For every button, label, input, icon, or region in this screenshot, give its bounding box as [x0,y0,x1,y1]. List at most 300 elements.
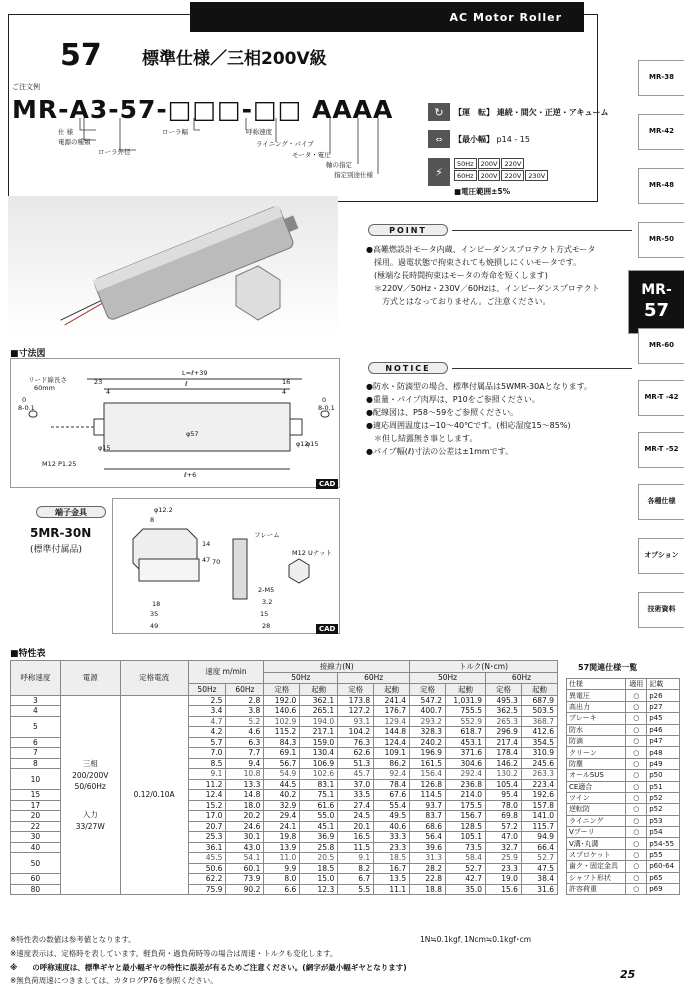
related-cell: 高出力 [567,701,626,712]
value-cell: 40.6 [374,821,410,832]
related-cell: ツイン [567,792,626,803]
value-cell: 9.1 [338,853,374,864]
value-cell: 178.4 [485,748,521,759]
value-cell: 5.5 [338,884,374,895]
h-rated: 定格 [410,683,446,695]
value-cell: 12.4 [188,790,226,801]
value-cell: 5.2 [226,716,264,727]
order-example-label: ご注文例 [12,83,40,91]
value-cell: 25.3 [188,832,226,843]
tab-mr57-top: MR- [641,282,672,299]
term-nut: M12 Uナット [292,549,333,557]
related-row [567,792,680,803]
value-cell: 20.2 [226,811,264,822]
related-cell: オールSUS [567,770,626,781]
related-cell: ○ [626,747,647,758]
terminal-note: (標準付属品) [30,545,83,555]
value-cell: 37.0 [338,779,374,790]
related-cell: ○ [626,884,647,895]
value-cell: 69.1 [264,748,300,759]
value-cell: 618.7 [446,727,486,738]
value-cell: 156.4 [410,769,446,780]
lead-length: 60mm [34,384,55,392]
notice-line: ●適応周囲温度は−10〜40℃です。(相応湿度15〜85%) [366,421,571,430]
h-power: 電源 [60,661,120,696]
current-cell: 0.12/0.10A [120,695,188,895]
speed-class-cell: 40 [11,842,61,853]
value-cell: 8.2 [338,863,374,874]
width-icon: ⇔ [428,130,450,148]
series-banner: AC Motor Roller [190,2,584,32]
tab-mr60[interactable]: MR-60 [638,328,684,364]
label-motor: モータ・電圧 [292,151,331,159]
related-cell: ○ [626,781,647,792]
point-text [366,243,626,308]
operation-label: 【運 転】 [454,108,494,117]
h-start: 起動 [300,683,338,695]
related-cell: p52 [647,792,680,803]
value-cell: 84.3 [264,737,300,748]
v220-pill-60: 220V [501,170,524,181]
value-cell: 102.6 [300,769,338,780]
related-row [567,701,680,712]
related-cell: 防水 [567,724,626,735]
value-cell: 9.9 [264,863,300,874]
value-cell: 7.0 [188,748,226,759]
tab-mr50[interactable]: MR-50 [638,222,684,258]
label-roller-dia: ローラ外径 [98,148,131,156]
related-cell: p52 [647,804,680,815]
value-cell: 9.1 [188,769,226,780]
related-cell: p69 [647,884,680,895]
notice-line: ●防水・防滴型の場合、標準付属品は5WMR-30Aとなります。 [366,382,593,391]
value-cell: 400.7 [410,706,446,717]
value-cell: 32.9 [264,800,300,811]
value-cell: 93.7 [410,800,446,811]
value-cell: 2.5 [188,695,226,706]
value-cell: 265.3 [485,716,521,727]
value-cell: 40.2 [264,790,300,801]
h-speed-50: 50Hz [188,683,226,695]
value-cell: 33.3 [374,832,410,843]
value-cell: 52.7 [521,853,557,864]
value-cell: 11.0 [264,853,300,864]
tab-mr48[interactable]: MR-48 [638,168,684,204]
value-cell: 1,031.9 [446,695,486,706]
label-roller-width: ローラ幅 [162,128,188,136]
h-torque: トルク(N･cm) [410,661,558,673]
value-cell: 114.5 [410,790,446,801]
table-row [11,695,558,706]
value-cell: 93.1 [338,716,374,727]
value-cell: 128.5 [446,821,486,832]
voltage-range: ■電圧範囲±5% [454,187,511,196]
value-cell: 45.5 [188,853,226,864]
dim-16: 16 [282,378,291,386]
dim-l: ℓ [185,380,188,388]
value-cell: 240.2 [410,737,446,748]
tab-options-spec[interactable]: 各種仕様 [638,484,684,520]
value-cell: 296.9 [485,727,521,738]
value-cell: 92.4 [374,769,410,780]
notice-line: ●重量・パイプ肉厚は、P10をご参照ください。 [366,395,540,404]
label-power: 電源の種類 [58,138,91,146]
h-start: 起動 [374,683,410,695]
term-phi: φ12.2 [154,506,173,514]
speed-class-cell: 60 [11,874,61,885]
value-cell: 141.0 [521,811,557,822]
footnote-3: ※ の呼称速度は、標準ギヤと最小幅ギヤの特性に誤差が有るためご注意ください。(網字が最小幅ギヤとなります) [10,963,407,972]
dim-4b: 4 [282,388,287,396]
value-cell: 75.1 [300,790,338,801]
related-row [567,849,680,860]
tab-technical[interactable]: 技術資料 [638,592,684,628]
value-cell: 86.2 [374,758,410,769]
value-cell: 362.5 [485,706,521,717]
value-cell: 304.6 [446,758,486,769]
model-code: MR-A3-57-□□□-□□ AAAA [12,95,394,124]
value-cell: 4.6 [226,727,264,738]
value-cell: 192.6 [521,790,557,801]
value-cell: 161.5 [410,758,446,769]
value-cell: 36.1 [188,842,226,853]
value-cell: 44.5 [264,779,300,790]
value-cell: 3.8 [226,706,264,717]
related-cell: p27 [647,701,680,712]
related-row [567,815,680,826]
related-cell: 許容荷重 [567,884,626,895]
value-cell: 263.3 [521,769,557,780]
related-cell: 異電圧 [567,690,626,701]
value-cell: 104.2 [338,727,374,738]
related-cell: p48 [647,747,680,758]
v200-pill: 200V [478,158,501,169]
term-14: 14 [202,540,211,548]
value-cell: 159.0 [300,737,338,748]
value-cell: 78.4 [374,779,410,790]
related-cell: ○ [626,815,647,826]
notice-line: ●パイプ幅(ℓ)寸法の公差は±1mmです。 [366,447,514,456]
value-cell: 236.8 [446,779,486,790]
value-cell: 57.2 [485,821,521,832]
related-cell: p55 [647,849,680,860]
related-cell: ○ [626,849,647,860]
related-cell: ブレーキ [567,713,626,724]
value-cell: 18.5 [374,853,410,864]
term-28: 28 [262,622,271,630]
dim-0-left: 0 [22,396,27,404]
value-cell: 50.6 [188,863,226,874]
value-cell: 32.7 [485,842,521,853]
terminal-badge: 端子金具 [36,506,106,518]
related-cell: ○ [626,701,647,712]
model-leader-lines [40,118,400,178]
tab-mr42[interactable]: MR-42 [638,114,684,150]
value-cell: 47.5 [521,863,557,874]
related-cell: p46 [647,724,680,735]
related-cell: ライニング [567,815,626,826]
tab-mrt52[interactable]: MR-T -52 [638,432,684,468]
value-cell: 22.8 [410,874,446,885]
dim-m12: M12 P1.25 [42,460,77,468]
related-row [567,690,680,701]
value-cell: 368.7 [521,716,557,727]
value-cell: 94.9 [521,832,557,843]
value-cell: 18.0 [226,800,264,811]
related-cell: p26 [647,690,680,701]
h-torque-60: 60Hz [485,673,557,684]
page-title: 標準仕様／三相200V級 [142,49,327,69]
related-cell: ○ [626,713,647,724]
value-cell: 175.5 [446,800,486,811]
h-speed-class: 呼称速度 [11,661,61,696]
value-cell: 56.7 [264,758,300,769]
value-cell: 31.3 [410,853,446,864]
footnote-1: ※特性表の数値は参考値となります。 [10,935,136,944]
value-cell: 20.1 [338,821,374,832]
related-cell: スプロケット [567,849,626,860]
related-cell: Vプーリ [567,827,626,838]
related-cell: ○ [626,792,647,803]
related-cell: ○ [626,735,647,746]
value-cell: 13.5 [374,874,410,885]
related-row [567,861,680,872]
speed-class-cell: 20 [11,811,61,822]
footnote-4: ※無負荷周速につきましては、カタログP76を参照ください。 [10,976,218,985]
value-cell: 24.5 [338,811,374,822]
speed-class-cell: 6 [11,737,61,748]
page-number: 25 [620,968,636,981]
value-cell: 362.1 [300,695,338,706]
value-cell: 83.1 [300,779,338,790]
value-cell: 552.9 [446,716,486,727]
h-speed: 速度 m/min [188,661,264,684]
dim-8-right: 8-0.1 [318,404,335,412]
h-force: 接線力(N) [264,661,410,673]
value-cell: 6.6 [264,884,300,895]
term-32: 3.2 [262,598,273,606]
related-cell: ○ [626,770,647,781]
related-cell: p49 [647,758,680,769]
cad-badge-dims[interactable]: CAD [316,479,338,489]
related-row [567,838,680,849]
value-cell: 105.1 [446,832,486,843]
speed-class-cell: 15 [11,790,61,801]
value-cell: 192.0 [264,695,300,706]
value-cell: 16.5 [338,832,374,843]
related-table [566,678,680,895]
related-row [567,884,680,895]
related-cell: p65 [647,872,680,883]
related-cell: 防滴 [567,735,626,746]
value-cell: 30.1 [226,832,264,843]
speed-class-cell: 5 [11,716,61,737]
tab-mrt42[interactable]: MR-T -42 [638,380,684,416]
rel-h-ref: 記載 [647,679,680,690]
term-m5: 2-M5 [258,586,275,594]
tab-options[interactable]: オプション [638,538,684,574]
value-cell: 23.3 [374,842,410,853]
value-cell: 17.0 [188,811,226,822]
tab-mr38[interactable]: MR-38 [638,60,684,96]
term-18: 18 [152,600,161,608]
value-cell: 547.2 [410,695,446,706]
notice-text [366,380,626,458]
hz60-pill: 60Hz [454,170,477,181]
v220-pill: 220V [501,158,524,169]
speed-class-cell: 17 [11,800,61,811]
value-cell: 33.5 [338,790,374,801]
related-cell: ○ [626,758,647,769]
value-cell: 8.0 [264,874,300,885]
related-row [567,872,680,883]
speed-class-cell: 10 [11,769,61,790]
dims-title: ■寸法図 [10,349,46,359]
related-row [567,747,680,758]
value-cell: 124.4 [374,737,410,748]
label-special: 指定別途仕様 [334,171,373,179]
related-cell: ○ [626,690,647,701]
value-cell: 115.7 [521,821,557,832]
label-lining: ライニング・パイプ [256,140,314,148]
speed-class-cell: 7 [11,748,61,759]
dim-L: L=ℓ+39 [182,369,208,377]
value-cell: 217.1 [300,727,338,738]
related-cell: CE適合 [567,781,626,792]
value-cell: 69.8 [485,811,521,822]
series-number: 57 [60,38,102,73]
related-title: 57関連仕様一覧 [578,663,638,672]
dim-4: 4 [106,388,111,396]
value-cell: 55.4 [374,800,410,811]
value-cell: 4.7 [188,716,226,727]
value-cell: 7.7 [226,748,264,759]
h-force-60: 60Hz [338,673,410,684]
value-cell: 52.7 [446,863,486,874]
lead-label: リード線長さ [28,376,67,384]
related-cell: ○ [626,804,647,815]
value-cell: 18.8 [410,884,446,895]
value-cell: 35.0 [446,884,486,895]
notice-line: ●配線図は、P58〜59をご参照ください。 [366,408,519,417]
value-cell: 102.9 [264,716,300,727]
value-cell: 2.8 [226,695,264,706]
min-width-value: p14 - 15 [496,135,530,144]
related-cell: p53 [647,815,680,826]
value-cell: 27.4 [338,800,374,811]
power-cell [60,695,120,895]
value-cell: 66.4 [521,842,557,853]
point-divider [452,230,632,231]
value-cell: 68.6 [410,821,446,832]
label-shaft: 軸の指定 [326,161,352,169]
term-47: 47 [202,556,211,564]
value-cell: 146.2 [485,758,521,769]
tab-mr57[interactable] [628,270,684,334]
value-cell: 19.8 [264,832,300,843]
value-cell: 126.8 [410,779,446,790]
related-cell: 歯ク・固定金具 [567,861,626,872]
value-cell: 105.4 [485,779,521,790]
value-cell: 16.7 [374,863,410,874]
value-cell: 217.4 [485,737,521,748]
term-35: 35 [150,610,159,618]
label-speed: 呼称速度 [246,128,272,136]
value-cell: 95.4 [485,790,521,801]
speed-class-cell: 4 [11,706,61,717]
value-cell: 265.1 [300,706,338,717]
value-cell: 5.7 [188,737,226,748]
value-cell: 194.0 [300,716,338,727]
related-row [567,804,680,815]
dim-23: 23 [94,378,103,386]
value-cell: 56.4 [410,832,446,843]
h-rated: 定格 [264,683,300,695]
dim-l6: ℓ+6 [184,471,197,479]
value-cell: 106.9 [300,758,338,769]
h-current: 定格電流 [120,661,188,696]
related-cell: p54 [647,827,680,838]
related-cell: シャフト形状 [567,872,626,883]
h-force-50: 50Hz [264,673,338,684]
value-cell: 4.2 [188,727,226,738]
value-cell: 24.1 [264,821,300,832]
term-frame: フレーム [254,531,280,539]
speed-class-cell: 8 [11,758,61,769]
value-cell: 25.9 [485,853,521,864]
dim-0-right: 0 [322,396,327,404]
value-cell: 15.0 [300,874,338,885]
value-cell: 10.8 [226,769,264,780]
value-cell: 73.9 [226,874,264,885]
value-cell: 73.5 [446,842,486,853]
value-cell: 130.2 [485,769,521,780]
value-cell: 61.6 [300,800,338,811]
value-cell: 28.2 [410,863,446,874]
related-cell: p47 [647,735,680,746]
related-row [567,758,680,769]
v230-pill: 230V [525,170,548,181]
related-cell: ○ [626,827,647,838]
value-cell: 156.7 [446,811,486,822]
h-rated: 定格 [338,683,374,695]
related-row [567,827,680,838]
value-cell: 9.4 [226,758,264,769]
value-cell: 62.6 [338,748,374,759]
value-cell: 328.3 [410,727,446,738]
power-line: 200/200V [72,771,109,781]
speed-class-cell: 50 [11,853,61,874]
value-cell: 310.9 [521,748,557,759]
value-cell: 503.5 [521,706,557,717]
value-cell: 412.6 [521,727,557,738]
h-start: 起動 [446,683,486,695]
value-cell: 39.6 [410,842,446,853]
value-cell: 31.6 [521,884,557,895]
value-cell: 214.0 [446,790,486,801]
value-cell: 6.7 [338,874,374,885]
spec-table [10,660,558,895]
tab-mr57-bottom: 57 [643,300,670,322]
cad-badge-terminal[interactable]: CAD [316,624,338,634]
value-cell: 8.5 [188,758,226,769]
related-cell: ○ [626,861,647,872]
footnote-2: ※速度表示は、定格時を表しています。軽負荷・過負荷時等の場合は周速・トルクも変化します。 [10,949,338,958]
value-cell: 45.7 [338,769,374,780]
value-cell: 6.3 [226,737,264,748]
power-line: 三相 [82,759,98,769]
value-cell: 173.8 [338,695,374,706]
